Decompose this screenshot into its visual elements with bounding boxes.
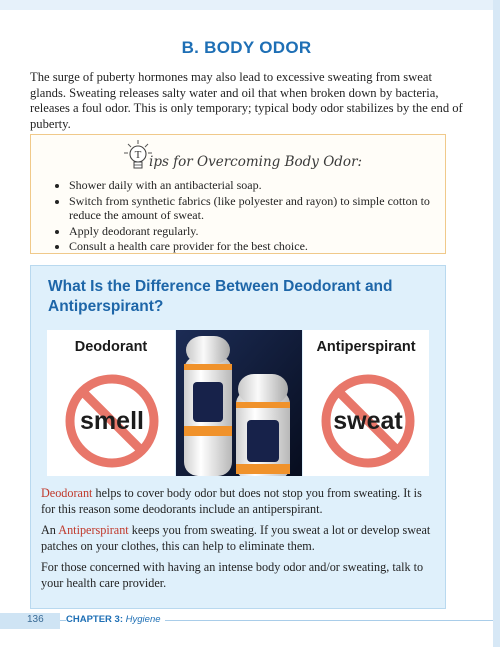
sweat-word: sweat	[333, 407, 403, 435]
deodorant-term: Deodorant	[41, 486, 93, 500]
tips-list	[39, 178, 459, 255]
deodorant-bottles-image	[176, 330, 302, 476]
chapter-label	[66, 614, 165, 625]
tip-item: • Shower daily with an antibacterial soap.	[69, 178, 459, 193]
no-smell-sign	[60, 371, 164, 471]
antiperspirant-term: Antiperspirant	[58, 523, 129, 537]
advice-paragraph: For those concerned with having an intense body odor and/or sweating, talk to your health care provider.	[41, 560, 424, 590]
tips-heading	[123, 139, 383, 173]
difference-box	[30, 265, 446, 609]
chapter-number: CHAPTER 3:	[66, 614, 124, 625]
page-top-strip	[0, 0, 500, 10]
bulb-letter: T	[134, 149, 142, 161]
section-title: B. BODY ODOR	[181, 38, 312, 57]
no-sweat-sign	[316, 371, 420, 471]
antiperspirant-paragraph	[41, 523, 436, 554]
antiperspirant-lead: An	[41, 523, 59, 537]
tips-box	[30, 134, 446, 254]
tips-heading-text: ips for Overcoming Body Odor:	[149, 154, 363, 170]
smell-word: smell	[80, 407, 144, 435]
intro-paragraph: The surge of puberty hormones may also lead to excessive sweating from sweat glands. Sweating releases salty water and oil that when broken down by bacteria, releases a foul odor. This is only temporary; typical body odor stabilizes by the end of puberty.	[30, 70, 463, 131]
deodorant-bottles-photo	[176, 330, 302, 476]
deodorant-panel	[47, 330, 175, 476]
tip-item: • Apply deodorant regularly.	[69, 224, 459, 239]
chapter-name: Hygiene	[125, 614, 161, 625]
deodorant-label: Deodorant	[74, 339, 148, 355]
tip-item: • Consult a health care provider for the best choice.	[69, 239, 459, 254]
page-number: 136	[27, 614, 44, 625]
antiperspirant-text: keeps you from sweating. If you sweat a lot or develop sweat patches on your clothes, this can help to eliminate them.	[41, 523, 431, 553]
antiperspirant-panel	[303, 330, 429, 476]
page-number-tab	[0, 613, 60, 629]
deodorant-text: helps to cover body odor but does not stop you from sweating. It is for this reason some deodorants include an antiperspirant.	[41, 486, 422, 516]
page-right-edge	[493, 0, 500, 647]
difference-title: What Is the Difference Between Deodorant and Antiperspirant?	[48, 278, 393, 315]
deodorant-paragraph	[41, 486, 436, 517]
tip-item: • Switch from synthetic fabrics (like polyester and rayon) to simple cotton to reduce the amount of sweat.	[69, 194, 459, 223]
antiperspirant-label: Antiperspirant	[316, 339, 416, 355]
difference-body	[41, 486, 436, 597]
